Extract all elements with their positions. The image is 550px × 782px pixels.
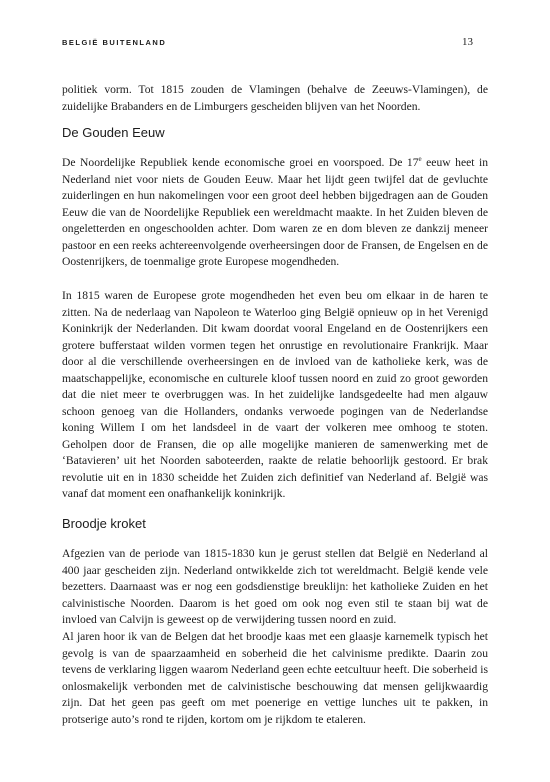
section-heading-gouden-eeuw: De Gouden Eeuw: [62, 125, 165, 140]
paragraph-text-part: eeuw heet in Nederland niet voor niets de Gouden Eeuw. Maar het lijdt geen twijfel dat de gevluchte zuiderlingen en hun nakomelingen voor een groot deel hebben bijgedragen aan de Gouden Eeuw die van de Noordelijke Republiek een wereldmacht maakte. In het Zuiden bleven de ongeletterden en ongeschoolden achter. Dom waren ze en dom bleven ze dankzij meneer pastoor en een reeks achtereenvolgende overheersingen door de Fransen, de Engelsen en de Oostenrijkers, de toenmalige grote Europese mogendheden.: [62, 156, 488, 268]
paragraph-broodje-kroket-1: Afgezien van de periode van 1815-1830 kun je gerust stellen dat België en Nederland al 400 jaar gescheiden zijn. Nederland ontwikkelde zich tot wereldmacht. België kende vele bezetters. Daarnaast was er nog een godsdienstige breuklijn: het katholieke Zuiden en het calvinistische Noorden. Daarom is het goed om ook nog even stil te staan bij wat de invloed van Calvijn is geweest op de verwijdering tussen noord en zuid.: [62, 547, 488, 626]
running-head: BELGIË BUITENLAND: [62, 38, 167, 47]
paragraph-text-part: De Noordelijke Republiek kende economische groei en voorspoed. De 17: [62, 156, 419, 169]
intro-paragraph: politiek vorm. Tot 1815 zouden de Vlamingen (behalve de Zeeuws-Vlamingen), de zuidelijke Brabanders en de Limburgers gescheiden blijven van het Noorden.: [62, 83, 488, 113]
paragraph-gouden-eeuw-2: In 1815 waren de Europese grote mogendheden het even beu om elkaar in de haren te zitten. Na de nederlaag van Napoleon te Waterloo ging België opnieuw op in het Verenigd Koninkrijk der Nederlanden. Dit kwam doordat vooral Engeland en de Oostenrijkers een grotere bufferstaat wilden vormen tegen het onrustige en revolutionaire Frankrijk. Maar door al die verschillende overheersingen en de invloed van de katholieke kerk, was de maatschappelijke, economische en culturele kloof tussen noord en zuid zo groot geworden dat die niet meer te overbruggen was. In het zuidelijke landsgedeelte had men algauw schoon genoeg van die Hollanders, ondanks verwoede pogingen van de Nederlandse koning Willem I om het landsdeel in de vaart der volkeren mee omhoog te stoten. Geholpen door de Fransen, die op alle mogelijke manieren de samenwerking met de ‘Batavieren’ uit het Noorden saboteerden, raakte de relatie behoorlijk gestoord. Er brak revolutie uit en in 1830 scheidde het Zuiden zich definitief van Nederland af. België was vanaf dat moment een onafhankelijk koninkrijk.: [62, 289, 488, 500]
paragraph-gouden-eeuw-1: [62, 155, 488, 271]
section-heading-broodje-kroket: Broodje kroket: [62, 516, 146, 531]
superscript-e: e: [418, 155, 422, 164]
paragraph-broodje-kroket-2: Al jaren hoor ik van de Belgen dat het broodje kaas met een glaasje karnemelk typisch het gevolg is van de spaarzaamheid en soberheid die het calvinisme predikte. Daarin zou tevens de verklaring liggen waarom Nederland geen echte eetcultuur heeft. Die soberheid is onlosmakelijk verbonden met de calvinistische beschouwing dat mensen gelijkwaardig zijn. Dat het geen pas geeft om met poenerige en vettige lunches uit te pakken, in protserige auto’s rond te rijden, kortom om je rijkdom te etaleren.: [62, 630, 488, 726]
page-number: 13: [462, 36, 473, 48]
